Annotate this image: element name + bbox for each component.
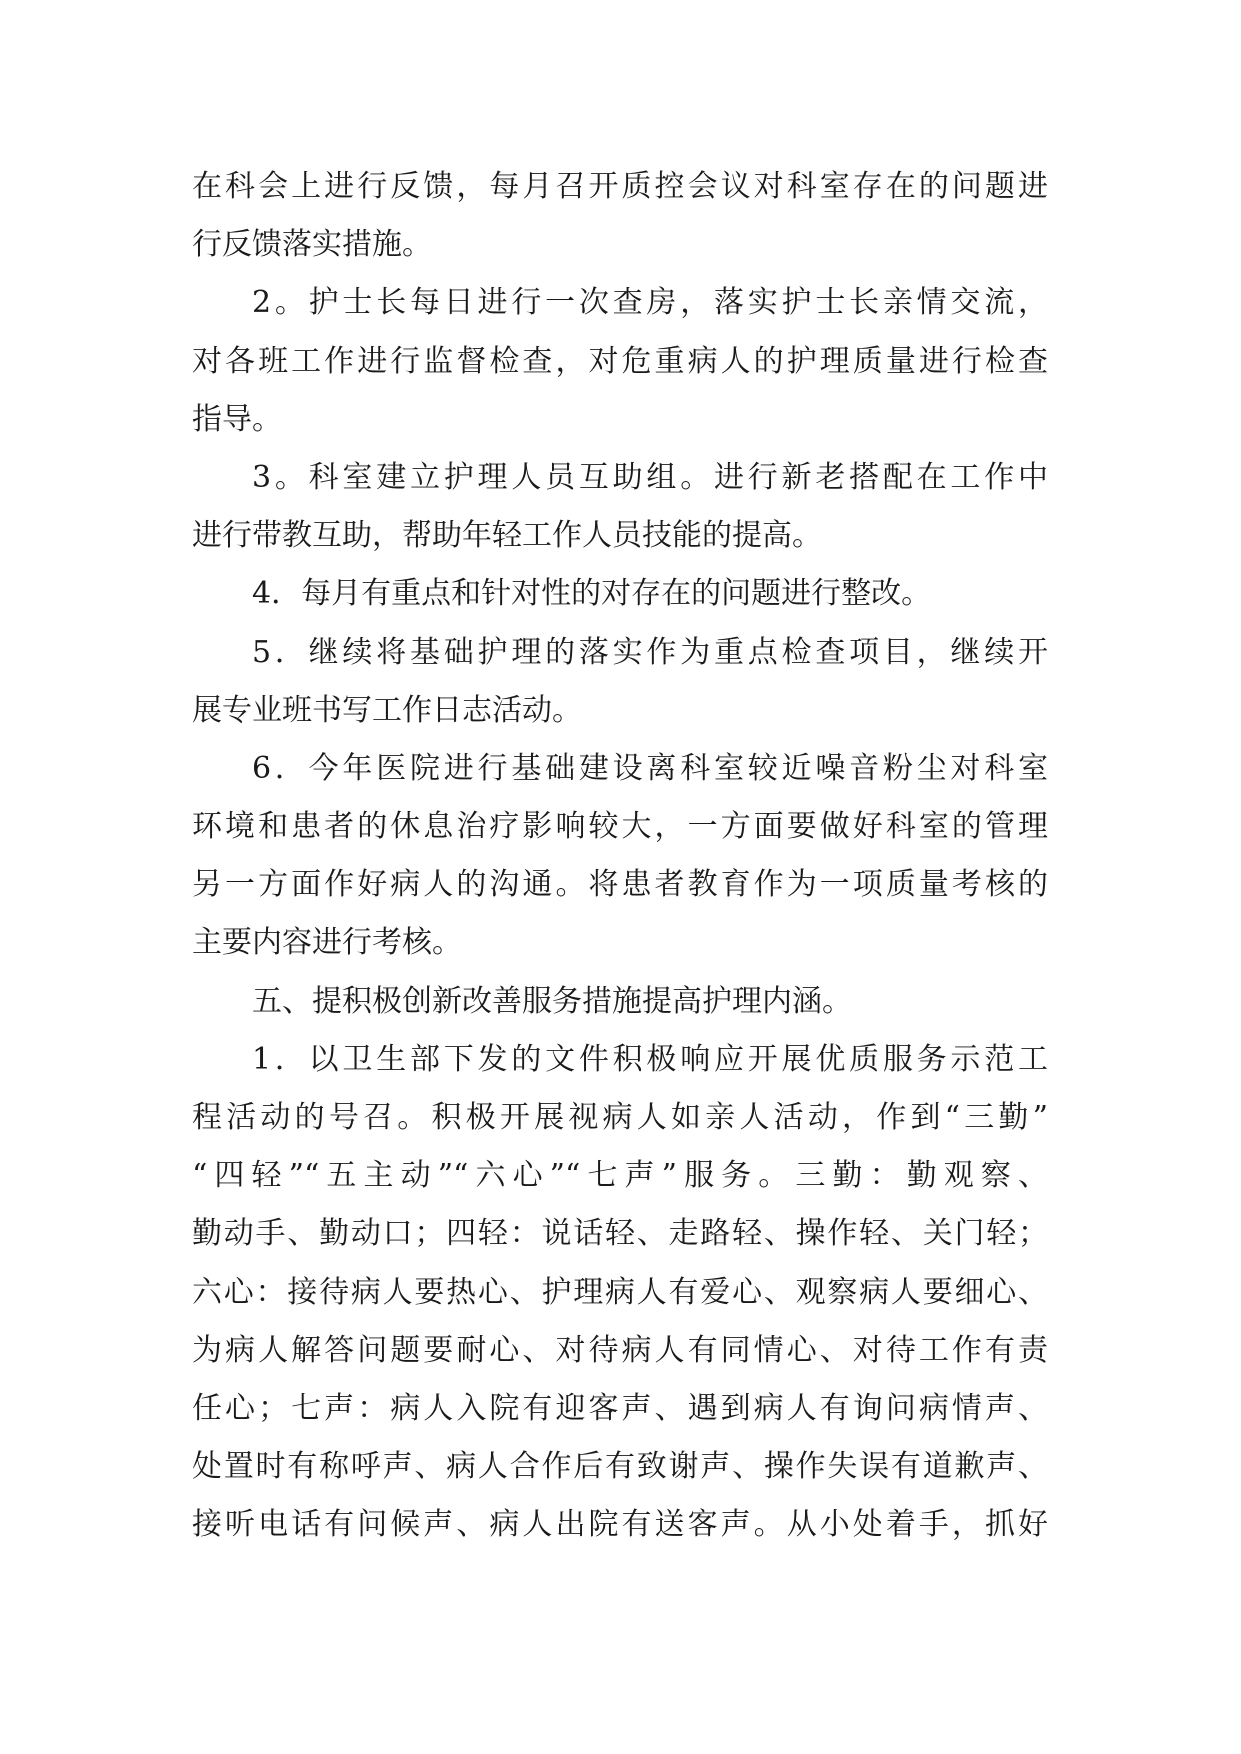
heading-line: 五、提积极创新改善服务措施提高护理内涵。 — [252, 983, 852, 1019]
text-line: 4．每月有重点和针对性的对存在的问题进行整改。 — [252, 576, 932, 612]
text-line: 6．今年医院进行基础建设离科室较近噪音粉尘对科室 — [252, 750, 1048, 786]
text-line: 展专业班书写工作日志活动。 — [192, 692, 582, 728]
paragraph-4 — [192, 565, 1048, 623]
text-line: 对各班工作进行监督检查，对危重病人的护理质量进行检查 — [192, 343, 1048, 379]
text-line: 指导。 — [192, 401, 282, 437]
text-line: 环境和患者的休息治疗影响较大，一方面要做好科室的管理 — [192, 809, 1048, 845]
text-line: 任心；七声：病人入院有迎客声、遇到病人有询问病情声、 — [192, 1390, 1048, 1426]
text-line: “四轻”“五主动”“六心”“七声”服务。三勤：勤观察、 — [192, 1158, 1048, 1194]
text-line: 3。科室建立护理人员互助组。进行新老搭配在工作中 — [252, 459, 1048, 495]
body-text — [192, 158, 1048, 1555]
text-line: 为病人解答问题要耐心、对待病人有同情心、对待工作有责 — [192, 1332, 1048, 1368]
paragraph-2 — [192, 274, 1048, 449]
text-line: 勤动手、勤动口；四轻：说话轻、走路轻、操作轻、关门轻； — [192, 1216, 1048, 1252]
text-line: 六心：接待病人要热心、护理病人有爱心、观察病人要细心、 — [192, 1274, 1048, 1310]
paragraph-6 — [192, 740, 1048, 973]
text-line: 程活动的号召。积极开展视病人如亲人活动，作到“三勤” — [192, 1100, 1048, 1135]
text-line: 另一方面作好病人的沟通。将患者教育作为一项质量考核的 — [192, 867, 1048, 903]
text-line: 行反馈落实措施。 — [192, 227, 432, 263]
text-line: 接听电话有问候声、病人出院有送客声。从小处着手，抓好 — [192, 1507, 1048, 1543]
paragraph-3 — [192, 449, 1048, 565]
paragraph-5 — [192, 624, 1048, 740]
paragraph-1 — [192, 158, 1048, 274]
text-line: 5．继续将基础护理的落实作为重点检查项目，继续开 — [252, 634, 1048, 670]
paragraph-7 — [192, 1031, 1048, 1555]
text-line: 在科会上进行反馈，每月召开质控会议对科室存在的问题进 — [192, 169, 1048, 204]
text-line: 进行带教互助，帮助年轻工作人员技能的提高。 — [192, 518, 822, 554]
text-line: 1．以卫生部下发的文件积极响应开展优质服务示范工 — [252, 1041, 1048, 1077]
section-heading — [192, 973, 1048, 1031]
text-line: 处置时有称呼声、病人合作后有致谢声、操作失误有道歉声、 — [192, 1449, 1048, 1485]
text-line: 2。护士长每日进行一次查房，落实护士长亲情交流， — [252, 285, 1048, 321]
text-line: 主要内容进行考核。 — [192, 925, 462, 961]
